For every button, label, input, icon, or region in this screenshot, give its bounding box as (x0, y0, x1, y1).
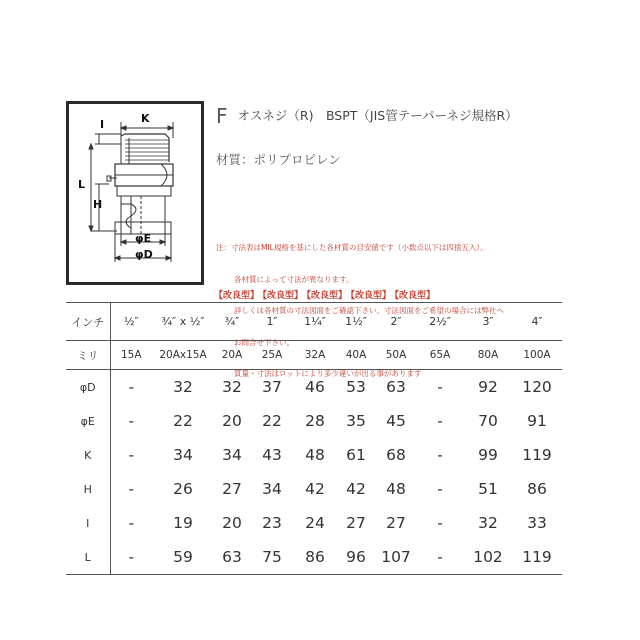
note-line: 各材質によって寸法が異なります。 (234, 274, 354, 284)
product-title (216, 104, 518, 128)
mm-header: ミリ (66, 341, 110, 370)
table-cell: 35 (346, 412, 366, 430)
table-cell: 24 (305, 514, 325, 532)
table-cell: 92 (478, 378, 498, 396)
mm-size: 80A (464, 341, 512, 370)
table-cell: 53 (346, 378, 366, 396)
table-cell: 45 (386, 412, 406, 430)
table-cell: 32 (173, 378, 193, 396)
inch-size: ¾″ x ½″ (152, 303, 214, 341)
table-cell: - (128, 480, 135, 498)
table-cell: - (416, 540, 464, 575)
table-cell: 23 (262, 514, 282, 532)
d-label: φD (135, 248, 153, 261)
note-line: 詳しくは各材質の寸法図面をご確認下さい。寸法図面をご希望の場合には弊社へ (234, 306, 504, 315)
table-cell: 68 (386, 446, 406, 464)
row-label: I (66, 506, 110, 540)
kairyo-label: 【改良型】 (214, 291, 260, 301)
table-cell: 63 (214, 540, 250, 575)
table-cell: - (437, 480, 443, 498)
table-cell: 51 (478, 480, 498, 498)
table-row-h (66, 472, 562, 506)
material-text: 材質：ポリプロピレン (216, 152, 341, 167)
table-row-l (66, 540, 562, 575)
table-cell: 34 (173, 446, 193, 464)
product-letter: F (216, 104, 228, 128)
note-line: お問合せ下さい。 (234, 337, 294, 347)
table-cell: 86 (527, 480, 547, 498)
table-cell: 48 (386, 480, 406, 498)
i-label: I (100, 118, 105, 131)
table-cell: 27 (386, 514, 406, 532)
table-cell: 99 (478, 446, 498, 464)
row-label: φE (66, 404, 110, 438)
table-cell: - (437, 514, 443, 532)
inch-size: 4″ (512, 303, 562, 341)
table-cell: 22 (173, 412, 193, 430)
table-cell: - (437, 378, 443, 396)
mm-size: 40A (336, 341, 376, 370)
table-cell: 43 (262, 446, 282, 464)
mm-size: 20A (214, 341, 250, 370)
table-cell: 37 (262, 378, 282, 396)
table-cell: - (128, 514, 135, 532)
kairyo-label: 【改良型】 (346, 291, 392, 301)
table-cell: 28 (305, 412, 325, 430)
table-row-e (66, 404, 562, 438)
table-cell: 34 (262, 480, 282, 498)
table-cell: 86 (294, 540, 336, 575)
table-cell: 102 (464, 540, 512, 575)
table-cell: - (128, 412, 135, 430)
inch-size: 1″ (250, 303, 294, 341)
mm-size: 20Ax15A (152, 341, 214, 370)
inch-header-row (66, 303, 562, 341)
mm-size: 15A (110, 341, 152, 370)
product-subtitle: オスネジ（R) BSPT（JIS管テーパーネジ規格R） (237, 108, 518, 123)
kairyo-label: 【改良型】 (302, 291, 348, 301)
inch-size: 2″ (376, 303, 416, 341)
mm-size: 32A (294, 341, 336, 370)
table-cell: 20 (222, 412, 242, 430)
h-label: H (93, 198, 103, 211)
table-cell: 26 (173, 480, 193, 498)
row-label: L (66, 540, 110, 575)
kairyo-label: 【改良型】 (390, 291, 436, 301)
table-cell: 91 (527, 412, 547, 430)
mm-size: 25A (250, 341, 294, 370)
table-cell: 46 (305, 378, 325, 396)
note-line: 質量・寸法はロットにより多少違いが出る事があります (234, 369, 422, 378)
table-cell: 61 (346, 446, 366, 464)
note-line: 注：寸法表はMIL規格を基にした各材質の目安値です（小数点以下は四捨五入）。 (216, 243, 488, 252)
inch-size: 1¼″ (294, 303, 336, 341)
table-cell: 59 (152, 540, 214, 575)
dimension-table (66, 302, 562, 575)
inch-size: 1½″ (336, 303, 376, 341)
table-cell: - (437, 412, 443, 430)
table-cell: 119 (522, 446, 552, 464)
table-cell: 107 (376, 540, 416, 575)
table-cell: 32 (222, 378, 242, 396)
inch-size: ¾″ (214, 303, 250, 341)
kairyo-label: 【改良型】 (258, 291, 304, 301)
inch-size: 3″ (464, 303, 512, 341)
inch-header: インチ (66, 303, 110, 341)
mm-size: 50A (376, 341, 416, 370)
table-cell: 119 (512, 540, 562, 575)
row-label: φD (66, 370, 110, 405)
table-cell: 75 (250, 540, 294, 575)
table-cell: - (128, 378, 135, 396)
table-cell: 70 (478, 412, 498, 430)
row-label: K (66, 438, 110, 472)
table-cell: 96 (336, 540, 376, 575)
e-label: φE (135, 232, 152, 245)
table-cell: 32 (478, 514, 498, 532)
table-cell: - (437, 446, 443, 464)
table-cell: 63 (386, 378, 406, 396)
table-cell: - (110, 540, 152, 575)
technical-drawing (66, 101, 204, 285)
table-cell: 120 (522, 378, 552, 396)
row-label: H (66, 472, 110, 506)
table-cell: 42 (346, 480, 366, 498)
mm-size: 100A (512, 341, 562, 370)
table-cell: 48 (305, 446, 325, 464)
table-cell: 33 (527, 514, 547, 532)
table-cell: 22 (262, 412, 282, 430)
table-cell: 19 (173, 514, 193, 532)
table-cell: 34 (222, 446, 242, 464)
table-cell: 27 (222, 480, 242, 498)
table-cell: - (128, 446, 135, 464)
inch-size: ½″ (110, 303, 152, 341)
mm-header-row (66, 341, 562, 370)
mm-size: 65A (416, 341, 464, 370)
l-label: L (78, 178, 86, 191)
table-row-i (66, 506, 562, 540)
table-cell: 42 (305, 480, 325, 498)
table-cell: 20 (222, 514, 242, 532)
k-label: K (141, 112, 150, 125)
table-cell: 27 (346, 514, 366, 532)
table-row-k (66, 438, 562, 472)
table-row-d (66, 370, 562, 405)
inch-size: 2½″ (416, 303, 464, 341)
